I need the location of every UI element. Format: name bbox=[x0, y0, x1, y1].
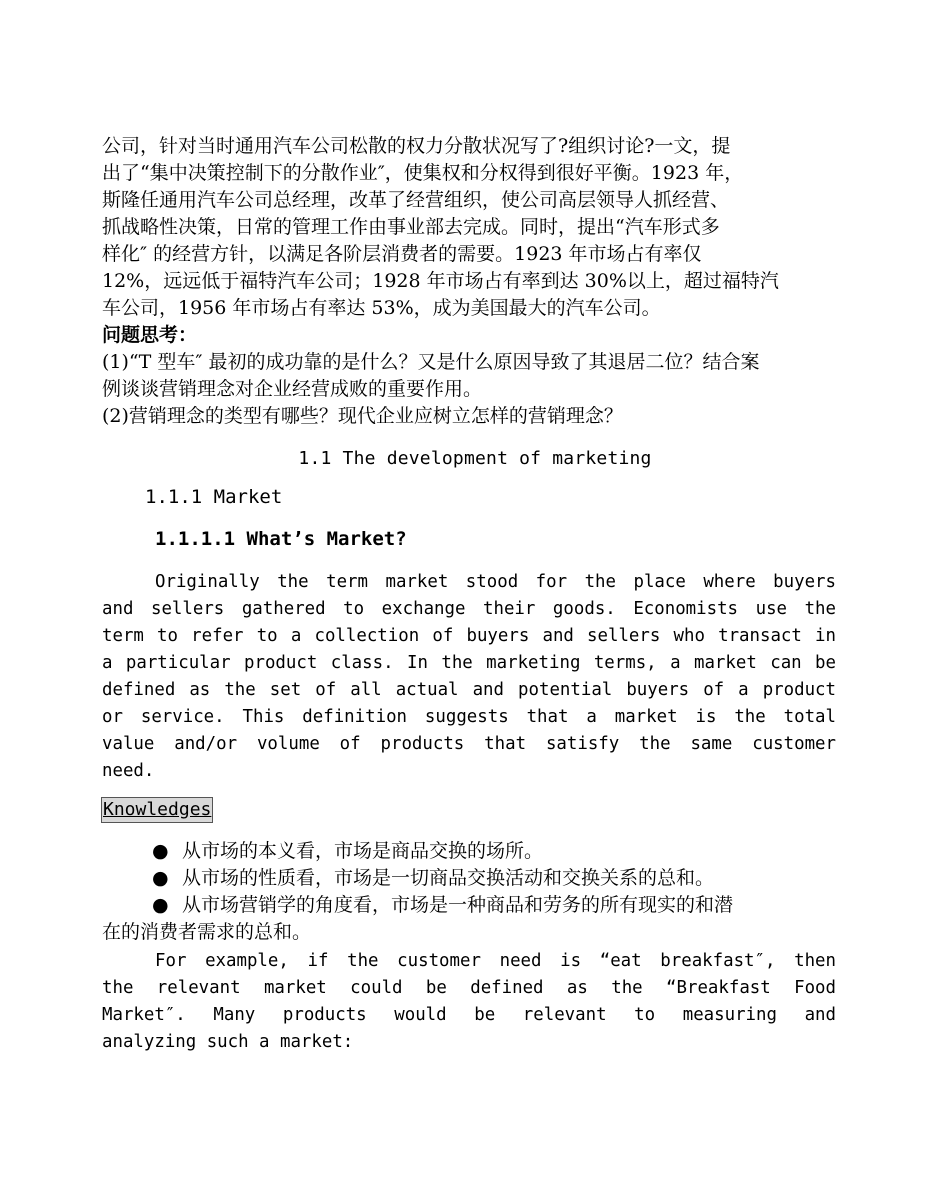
intro-line: 公司，针对当时通用汽车公司松散的权力分散状况写了?组织讨论?一文，提 bbox=[102, 135, 731, 157]
paragraph-line: and sellers gathered to exchange their goods. Economists use the bbox=[102, 599, 836, 619]
paragraph-line: For example, if the customer need is “eat breakfast″, then bbox=[155, 951, 836, 971]
paragraph-line: need. bbox=[102, 761, 155, 781]
bullet-item bbox=[102, 865, 862, 892]
intro-line: 出了“集中决策控制下的分散作业″，使集权和分权得到很好平衡。1923 年， bbox=[102, 162, 744, 184]
bullet-text: 从市场营销学的角度看，市场是一种商品和劳务的所有现实的和潜 bbox=[182, 894, 734, 916]
section-title: 1.1 The development of marketing bbox=[298, 448, 652, 469]
paragraph-line: term to refer to a collection of buyers and sellers who transact in bbox=[102, 626, 836, 646]
knowledges-label: Knowledges bbox=[101, 797, 213, 823]
question-line: (1)“T 型车″ 最初的成功靠的是什么？又是什么原因导致了其退居二位？结合案 bbox=[102, 351, 760, 373]
intro-line: 样化″ 的经营方针，以满足各阶层消费者的需要。1923 年市场占有率仅 bbox=[102, 243, 702, 265]
questions-heading: 问题思考： bbox=[102, 324, 198, 346]
bullet-item bbox=[102, 892, 862, 919]
market-definition-paragraph bbox=[102, 569, 836, 785]
intro-line: 斯隆任通用汽车公司总经理，改革了经营组织，使公司高层领导人抓经营、 bbox=[102, 189, 730, 211]
intro-line: 抓战略性决策，日常的管理工作由事业部去完成。同时，提出“汽车形式多 bbox=[102, 216, 720, 238]
bullet-icon: ● bbox=[152, 840, 169, 862]
paragraph-line: or service. This definition suggests that a market is the total bbox=[102, 707, 836, 727]
bullet-icon: ● bbox=[152, 867, 169, 889]
questions-list bbox=[102, 349, 862, 430]
intro-paragraph bbox=[102, 133, 862, 322]
paragraph-line: Originally the term market stood for the place where buyers bbox=[155, 572, 836, 592]
bullet-icon: ● bbox=[152, 894, 169, 916]
bullet-text: 从市场的本义看，市场是商品交换的场所。 bbox=[182, 840, 544, 862]
subsection-title: 1.1.1 Market bbox=[145, 486, 283, 508]
question-line: (2)营销理念的类型有哪些？现代企业应树立怎样的营销理念？ bbox=[102, 405, 623, 427]
intro-line: 12%，远远低于福特汽车公司；1928 年市场占有率到达 30%以上，超过福特汽 bbox=[102, 270, 779, 292]
bullet-text: 从市场的性质看，市场是一切商品交换活动和交换关系的总和。 bbox=[182, 867, 715, 889]
subsubsection-title: 1.1.1.1 What’s Market? bbox=[155, 528, 407, 550]
question-line: 例谈谈营销理念对企业经营成败的重要作用。 bbox=[102, 378, 483, 400]
intro-line: 车公司，1956 年市场占有率达 53%，成为美国最大的汽车公司。 bbox=[102, 297, 661, 319]
paragraph-line: value and/or volume of products that satisfy the same customer bbox=[102, 734, 836, 754]
paragraph-line: a particular product class. In the marketing terms, a market can be bbox=[102, 653, 836, 673]
paragraph-line: analyzing such a market: bbox=[102, 1032, 354, 1052]
bullet-item bbox=[102, 838, 862, 865]
paragraph-line: Market″. Many products would be relevant to measuring and bbox=[102, 1005, 836, 1025]
paragraph-line: the relevant market could be defined as the “Breakfast Food bbox=[102, 978, 836, 998]
bullet-continuation: 在的消费者需求的总和。 bbox=[102, 921, 312, 943]
example-paragraph bbox=[102, 948, 836, 1056]
paragraph-line: defined as the set of all actual and potential buyers of a product bbox=[102, 680, 836, 700]
